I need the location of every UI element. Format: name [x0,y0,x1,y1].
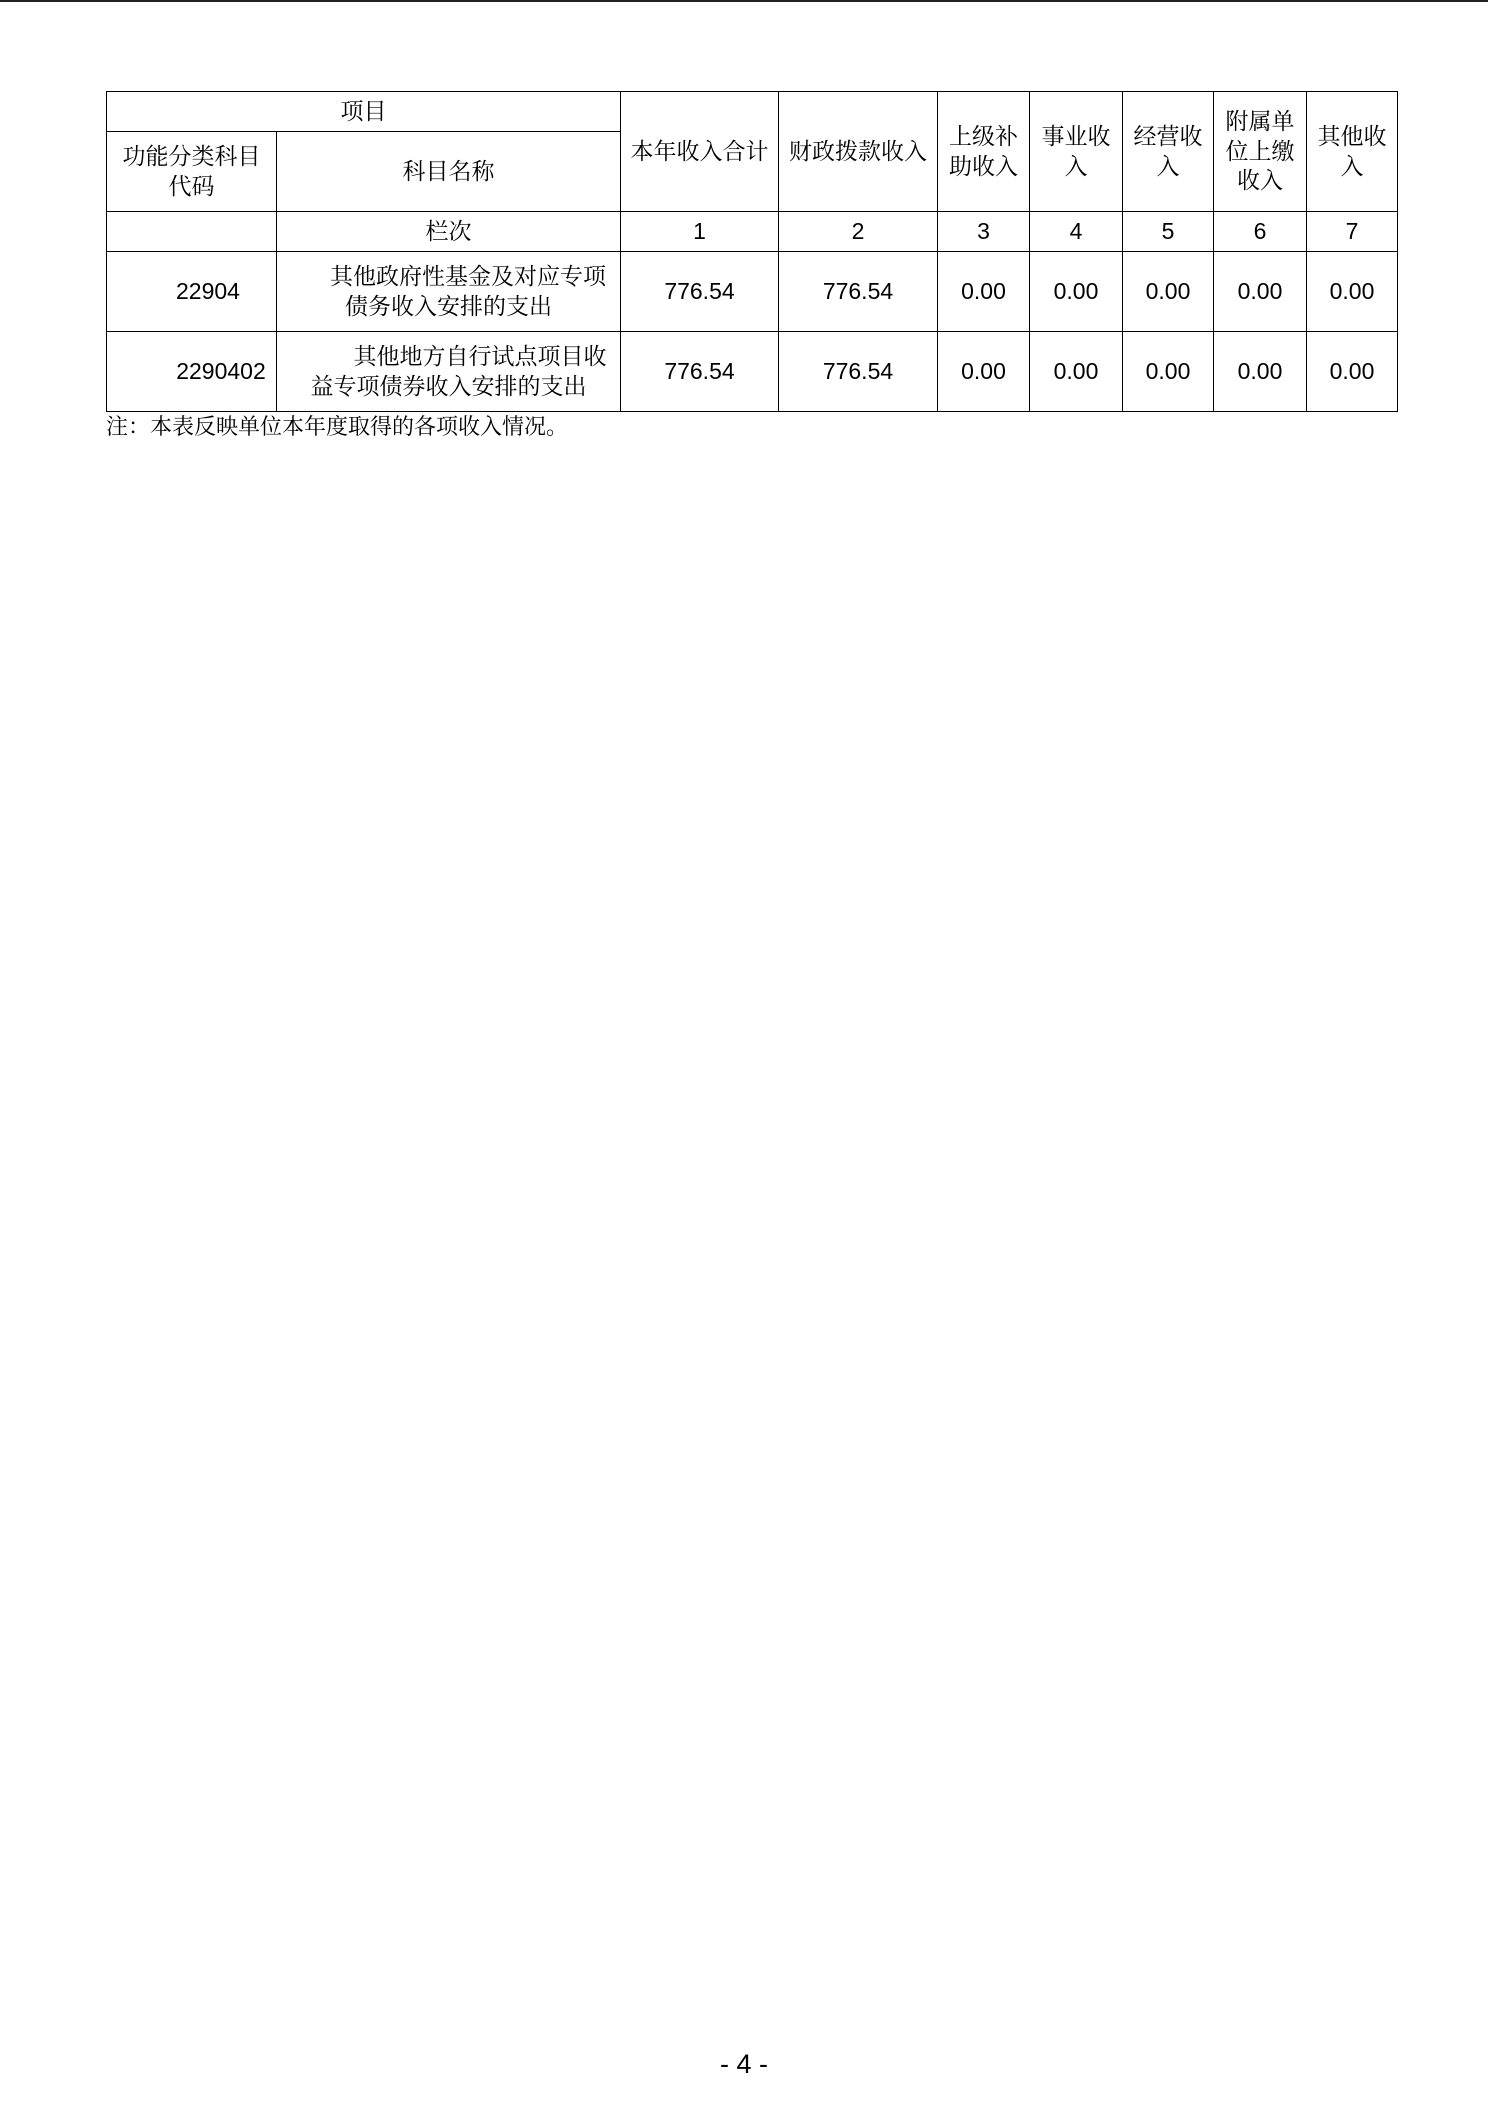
header-business-income: 事业收入 [1030,92,1123,212]
value-cell: 0.00 [1030,252,1123,332]
value-cell: 776.54 [621,332,779,412]
header-fiscal-appropriation: 财政拨款收入 [779,92,938,212]
index-number: 6 [1214,212,1307,252]
header-total-income: 本年收入合计 [621,92,779,212]
value-cell: 0.00 [1123,252,1214,332]
index-number: 3 [938,212,1030,252]
index-label: 栏次 [277,212,621,252]
header-project: 项目 [107,92,621,132]
index-row [107,212,1398,252]
header-superior-subsidy: 上级补助收入 [938,92,1030,212]
value-cell: 0.00 [938,252,1030,332]
function-code-cell: 22904 [107,252,277,332]
value-cell: 0.00 [938,332,1030,412]
table-row [107,252,1398,332]
index-number: 5 [1123,212,1214,252]
index-number: 1 [621,212,779,252]
value-cell: 0.00 [1214,252,1307,332]
index-empty-cell [107,212,277,252]
value-cell: 0.00 [1214,332,1307,412]
value-cell: 776.54 [621,252,779,332]
value-cell: 0.00 [1307,252,1398,332]
table-row [107,332,1398,412]
value-cell: 0.00 [1030,332,1123,412]
value-cell: 0.00 [1307,332,1398,412]
income-table [106,91,1398,412]
header-row-1 [107,92,1398,132]
function-code-cell: 2290402 [107,332,277,412]
table-note: 注：本表反映单位本年度取得的各项收入情况。 [106,414,569,439]
header-other-income: 其他收入 [1307,92,1398,212]
header-operating-income: 经营收入 [1123,92,1214,212]
value-cell: 0.00 [1123,332,1214,412]
value-cell: 776.54 [779,252,938,332]
value-cell: 776.54 [779,332,938,412]
index-number: 7 [1307,212,1398,252]
index-number: 4 [1030,212,1123,252]
header-function-code: 功能分类科目代码 [107,132,277,212]
page-number: - 4 - [719,2049,768,2079]
index-number: 2 [779,212,938,252]
top-border-line [0,0,1488,2]
subject-name-cell: 其他地方自行试点项目收益专项债券收入安排的支出 [277,332,621,412]
header-subject-name: 科目名称 [277,132,621,212]
subject-name-cell: 其他政府性基金及对应专项债务收入安排的支出 [277,252,621,332]
header-affiliated-unit-income: 附属单位上缴收入 [1214,92,1307,212]
